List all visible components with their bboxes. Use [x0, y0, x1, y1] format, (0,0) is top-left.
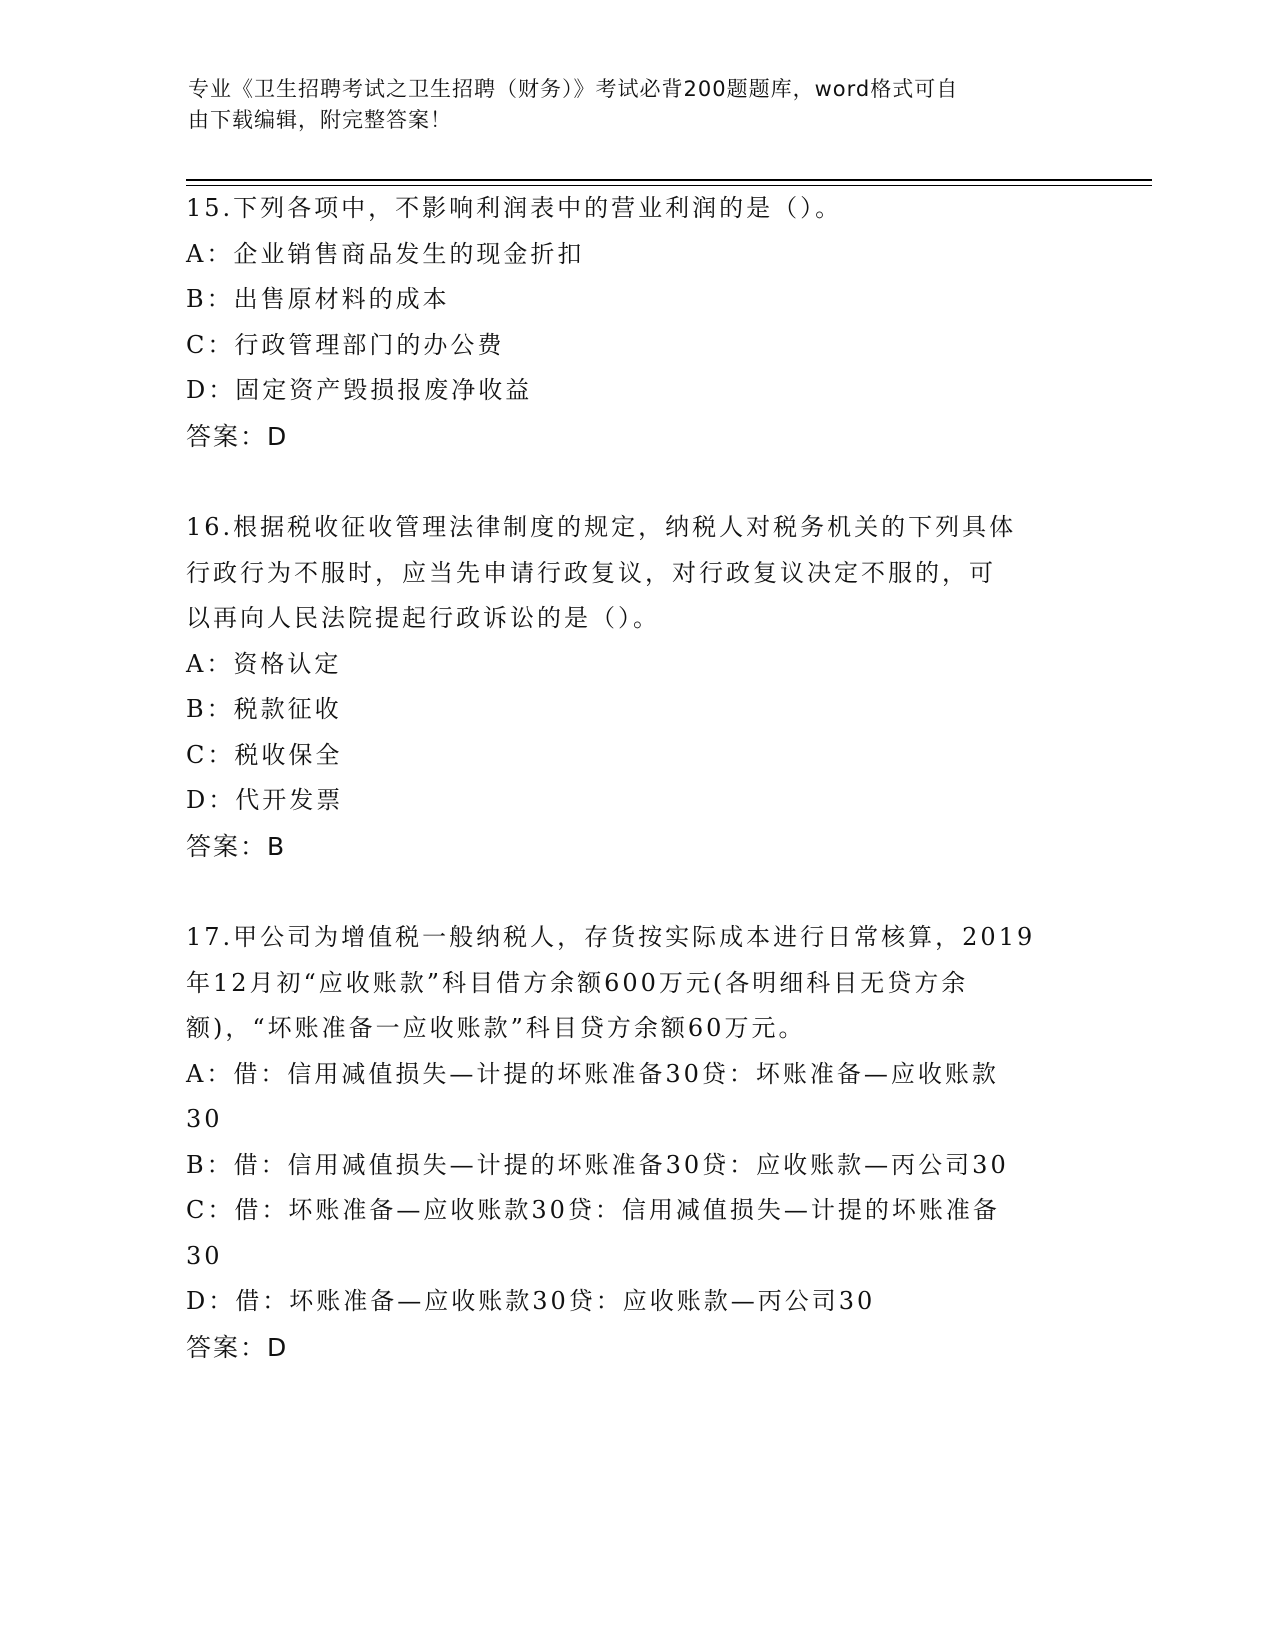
question-stem — [186, 505, 1086, 642]
stem-line: 15.下列各项中，不影响利润表中的营业利润的是（）。 — [186, 194, 843, 222]
option-line: A：借：信用减值损失—计提的坏账准备30贷：坏账准备—应收账款 — [186, 1059, 999, 1088]
question-17 — [186, 915, 1086, 1370]
answer-line: 答案：D — [186, 1332, 289, 1362]
answer-line: 答案：B — [186, 831, 287, 861]
option-line: C：行政管理部门的办公费 — [186, 330, 505, 359]
option-c — [186, 733, 1086, 779]
option-a — [186, 642, 1086, 688]
question-spacer — [186, 459, 1086, 505]
option-b — [186, 277, 1086, 323]
option-line: 30 — [186, 1105, 223, 1133]
option-line: 30 — [186, 1241, 223, 1270]
stem-line: 以再向人民法院提起行政诉讼的是（）。 — [186, 604, 660, 632]
question-spacer — [186, 869, 1086, 915]
option-line: D：借：坏账准备—应收账款30贷：应收账款—丙公司30 — [186, 1287, 876, 1315]
option-line: B：出售原材料的成本 — [186, 285, 450, 313]
option-line: B：借：信用减值损失—计提的坏账准备30贷：应收账款—丙公司30 — [186, 1150, 1009, 1179]
option-line: D：代开发票 — [186, 786, 344, 814]
option-d — [186, 778, 1086, 824]
answer-line: 答案：D — [186, 421, 289, 451]
option-a — [186, 1052, 1086, 1143]
option-line: D：固定资产毁损报废净收益 — [186, 376, 533, 404]
document-header — [188, 74, 1068, 136]
option-d — [186, 1279, 1086, 1325]
question-15 — [186, 186, 1086, 459]
stem-line: 17.甲公司为增值税一般纳税人，存货按实际成本进行日常核算，2019 — [186, 923, 1036, 951]
header-divider-thick — [186, 179, 1152, 181]
option-b — [186, 687, 1086, 733]
option-line: A：企业销售商品发生的现金折扣 — [186, 239, 585, 268]
stem-line: 行政行为不服时，应当先申请行政复议，对行政复议决定不服的，可 — [186, 558, 996, 587]
stem-line: 16.根据税收征收管理法律制度的规定，纳税人对税务机关的下列具体 — [186, 513, 1017, 541]
header-line-2: 由下载编辑，附完整答案！ — [188, 108, 452, 132]
question-stem — [186, 915, 1086, 1052]
option-b — [186, 1143, 1086, 1189]
option-a — [186, 232, 1086, 278]
question-stem — [186, 186, 1086, 232]
option-line: B：税款征收 — [186, 695, 342, 723]
question-16 — [186, 505, 1086, 869]
option-line: C：税收保全 — [186, 740, 343, 769]
option-c — [186, 323, 1086, 369]
question-list — [186, 186, 1086, 1370]
option-c — [186, 1188, 1086, 1279]
stem-line: 年12月初“应收账款”科目借方余额600万元(各明细科目无贷方余 — [186, 968, 969, 997]
header-line-1: 专业《卫生招聘考试之卫生招聘（财务）》考试必背200题题库，word格式可自 — [188, 77, 959, 101]
option-line: A：资格认定 — [186, 649, 342, 678]
option-d — [186, 368, 1086, 414]
stem-line: 额)，“坏账准备一应收账款”科目贷方余额60万元。 — [186, 1014, 806, 1042]
option-line: C：借：坏账准备—应收账款30贷：信用减值损失—计提的坏账准备 — [186, 1196, 1000, 1224]
